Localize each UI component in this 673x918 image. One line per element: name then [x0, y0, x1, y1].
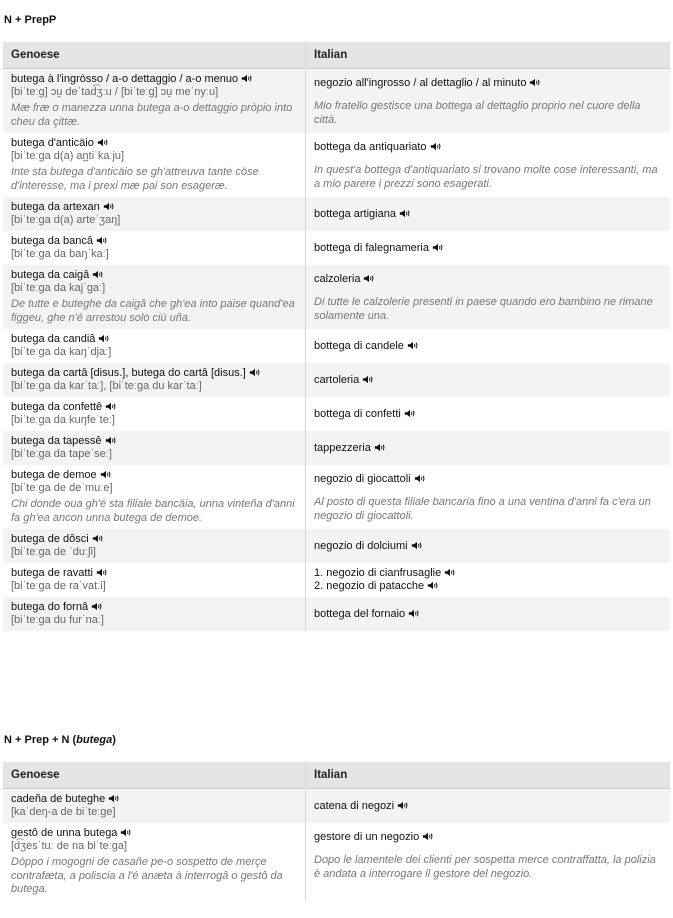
italian-cell [306, 563, 670, 597]
speaker-icon[interactable] [414, 474, 426, 483]
term-line [11, 827, 297, 840]
genoese-cell [3, 789, 306, 823]
genoese-cell [3, 397, 306, 431]
genoese-term: butega de demoe [11, 469, 97, 481]
genoese-term: butega de ravatti [11, 567, 93, 579]
genoese-cell [3, 563, 306, 597]
genoese-example: Inte sta butega d'anticäio se gh'attreuva tante cöse d'interesse, ma i prexi mæ pai son esageræ. [11, 166, 259, 192]
italian-translation: tappezzeria [314, 441, 371, 454]
ipa-transcription: [d͡ʒesˈtuː de na biˈteːga] [11, 840, 128, 852]
speaker-icon[interactable] [105, 436, 117, 445]
genoese-cell [3, 133, 306, 197]
genoese-example: Dòppo i mogogni de casañe pe-o sospetto de merçe contrafæta, a poliscia a l'é anæta à interrogâ o gestô da butega. [11, 856, 283, 895]
ipa-transcription: [biˈteːga da kaŋˈdjaː] [11, 346, 112, 358]
genoese-cell [3, 529, 306, 563]
term-line [11, 235, 297, 248]
table-row [3, 563, 670, 597]
speaker-icon[interactable] [91, 602, 103, 611]
ipa-transcription: [biˈteːga de raˈvatːi] [11, 580, 106, 592]
italian-cell [306, 431, 670, 465]
speaker-icon[interactable] [108, 794, 120, 803]
table-row [3, 597, 670, 631]
italian-translation-line [314, 374, 662, 387]
term-line [11, 73, 297, 86]
speaker-icon[interactable] [97, 138, 109, 147]
table-row [3, 823, 670, 901]
genoese-term: butega d'anticäio [11, 137, 94, 149]
table-row [3, 431, 670, 465]
italian-cell [306, 69, 670, 133]
italian-example: Di tutte le calzolerie presenti in paese quando ero bambino ne rimane solamente una. [314, 296, 653, 322]
genoese-cell [3, 363, 306, 397]
table-row [3, 329, 670, 363]
ipa-transcription: [biˈteːga da kajˈgaː] [11, 282, 106, 294]
genoese-cell [3, 197, 306, 231]
speaker-icon[interactable] [103, 202, 115, 211]
italian-translation: 1. negozio di cianfrusaglie [314, 567, 442, 579]
italian-cell [306, 265, 670, 329]
collocations-table-2 [3, 762, 670, 901]
italian-translation-line [314, 77, 662, 90]
table-row [3, 789, 670, 823]
term-line [11, 137, 297, 150]
genoese-term: gestô de unna butega [11, 827, 118, 839]
italian-translation: calzoleria [314, 273, 361, 285]
ipa-transcription: [biˈteːga da kuŋfeˈteː] [11, 414, 115, 426]
term-line [11, 401, 297, 414]
section-title-emphasis: butega [76, 734, 113, 746]
speaker-icon[interactable] [374, 443, 386, 452]
genoese-cell [3, 823, 306, 901]
header-genoese: Genoese [3, 42, 306, 68]
ipa-transcription: [biˈteːga de ˈduːʃi] [11, 546, 96, 558]
italian-translation: bottega di confetti [314, 407, 401, 420]
speaker-icon[interactable] [120, 828, 132, 837]
genoese-example: Mæ fræ o manezza unna butega a-o dettaggio pròpio into cheu da çittæ. [11, 102, 293, 128]
genoese-term: butega da cartâ [disus.], butega do cartâ [disus.] [11, 367, 246, 379]
speaker-icon[interactable] [408, 609, 420, 618]
header-genoese: Genoese [3, 762, 306, 788]
speaker-icon[interactable] [397, 801, 409, 810]
speaker-icon[interactable] [249, 368, 261, 377]
italian-translation-line [314, 473, 662, 486]
italian-cell [306, 597, 670, 631]
speaker-icon[interactable] [362, 375, 374, 384]
italian-example: In quest'a bottega d'antiquariato si trovano molte cose interessanti, ma a mio parere i prezzi sono esagerati. [314, 164, 658, 190]
term-line [11, 601, 297, 614]
speaker-icon[interactable] [98, 334, 110, 343]
speaker-icon[interactable] [411, 541, 423, 550]
italian-translation: negozio di dolciumi [314, 539, 408, 552]
term-line [11, 533, 297, 546]
speaker-icon[interactable] [444, 568, 456, 577]
italian-cell [306, 823, 670, 901]
italian-translation: bottega di falegnameria [314, 241, 429, 254]
table-row [3, 265, 670, 329]
term-line [11, 469, 297, 482]
genoese-term: butega à l'ingròsso / a-o dettaggio / a-o menuo [11, 73, 239, 85]
ipa-transcription: [biˈteːga de deˈmuːe] [11, 482, 113, 494]
term-line [11, 793, 297, 806]
term-line [11, 567, 297, 580]
ipa-transcription: [biˈteːga du furˈnaː] [11, 614, 104, 626]
genoese-term: butega de dôsci [11, 533, 89, 545]
italian-translation-line [314, 831, 662, 844]
italian-translation-line [314, 340, 662, 353]
section-title-2 [4, 734, 116, 746]
genoese-example: Chi donde oua gh'é sta filiale bancäia, unna vinteña d'anni fa gh'ea ancon unna butega de demoe. [11, 498, 295, 524]
section-title-text: N + Prep + N ( [4, 734, 77, 746]
speaker-icon[interactable] [96, 236, 108, 245]
italian-example: Dopo le lamentele dei clienti per sospetta merce contraffatta, la polizia è andata a interrogare il gestore del negozio. [314, 854, 656, 880]
italian-translation-line [314, 608, 662, 621]
table-row [3, 197, 670, 231]
speaker-icon[interactable] [404, 409, 416, 418]
ipa-transcription: [kaˈdeŋ-a de biˈteːge] [11, 806, 116, 818]
table-row [3, 133, 670, 197]
section-title-text: N + PrepP [4, 14, 57, 26]
collocations-table [3, 42, 670, 631]
table-row [3, 465, 670, 529]
genoese-term: butega da tapessê [11, 435, 102, 447]
speaker-icon[interactable] [407, 341, 419, 350]
genoese-example: De tutte e buteghe da caigâ che gh'ea into paise quand'ea figgeu, ghe n'é arrestou solo ciù uña. [11, 298, 295, 324]
ipa-transcription: [biˈteːga da karˈtaː], [biˈteːga du karˈtaː] [11, 380, 202, 392]
italian-cell [306, 529, 670, 563]
italian-translation: cartoleria [314, 373, 360, 386]
italian-translation: negozio di giocattoli [314, 473, 411, 485]
italian-translation: bottega del fornaio [314, 607, 406, 620]
speaker-icon[interactable] [432, 243, 444, 252]
speaker-icon[interactable] [363, 274, 375, 283]
term-line [11, 435, 297, 448]
header-italian: Italian [314, 769, 348, 781]
table-row [3, 397, 670, 431]
speaker-icon[interactable] [92, 270, 104, 279]
genoese-term: butega do fornâ [11, 601, 89, 613]
italian-cell [306, 789, 670, 823]
italian-translation: catena di negozi [314, 799, 395, 812]
italian-translation-line [314, 540, 662, 553]
section-title [4, 14, 56, 26]
italian-cell [306, 133, 670, 197]
genoese-term: cadeña de buteghe [11, 793, 106, 805]
italian-translation-line [314, 800, 662, 813]
italian-cell [306, 465, 670, 529]
italian-example: Mio fratello gestisce una bottega al dettaglio proprio nel cuore della città. [314, 100, 641, 126]
italian-translation-line [314, 242, 662, 255]
genoese-term: butega da bancâ [11, 235, 93, 247]
ipa-transcription: [biˈteːga da tapeˈseː] [11, 448, 112, 460]
ipa-transcription: [biˈteːg] ɔu̯ deˈtad͡ʒːu / [biˈteːg] ɔu̯ meˈnyːu] [11, 86, 219, 98]
term-line [11, 367, 297, 380]
italian-translation-line [314, 408, 662, 421]
speaker-icon[interactable] [430, 142, 442, 151]
table-header [3, 762, 670, 789]
genoese-cell [3, 431, 306, 465]
table-row [3, 231, 670, 265]
term-line [11, 269, 297, 282]
term-line [11, 201, 297, 214]
section-title-end: ) [112, 734, 116, 746]
table-row [3, 529, 670, 563]
speaker-icon[interactable] [105, 402, 117, 411]
italian-cell [306, 397, 670, 431]
genoese-term: butega da artexan [11, 201, 100, 213]
italian-cell [306, 231, 670, 265]
term-line [11, 333, 297, 346]
genoese-term: butega da confettê [11, 401, 103, 413]
speaker-icon[interactable] [399, 209, 411, 218]
speaker-icon[interactable] [96, 568, 108, 577]
table-row [3, 363, 670, 397]
genoese-cell [3, 231, 306, 265]
speaker-icon[interactable] [92, 534, 104, 543]
italian-cell [306, 197, 670, 231]
italian-translation: negozio all'ingrosso / al dettaglio / al minuto [314, 77, 527, 89]
italian-translation: bottega da antiquariato [314, 141, 427, 153]
table-header [3, 42, 670, 69]
speaker-icon[interactable] [529, 78, 541, 87]
speaker-icon[interactable] [241, 74, 253, 83]
italian-translation: bottega artigiana [314, 207, 396, 220]
italian-translation-line [314, 273, 662, 286]
genoese-term: butega da caigâ [11, 269, 90, 281]
genoese-cell [3, 329, 306, 363]
italian-translation: gestore di un negozio [314, 831, 420, 843]
italian-translation-line [314, 580, 662, 593]
genoese-cell [3, 465, 306, 529]
italian-translation-line [314, 442, 662, 455]
genoese-term: butega da candiâ [11, 333, 96, 345]
italian-cell [306, 329, 670, 363]
italian-translation-line [314, 141, 662, 154]
ipa-transcription: [biˈteːga d(a) an̪tiˈkaːju] [11, 150, 125, 162]
header-italian: Italian [314, 49, 348, 61]
italian-example: Al posto di questa filiale bancaria fino a una ventina d'anni fa c'era un negozio di giocattoli. [314, 496, 651, 522]
speaker-icon[interactable] [427, 581, 439, 590]
genoese-cell [3, 597, 306, 631]
ipa-transcription: [biˈteːga d(a) arteˈʒaŋ] [11, 214, 121, 226]
genoese-cell [3, 265, 306, 329]
genoese-cell [3, 69, 306, 133]
italian-cell [306, 363, 670, 397]
italian-translation: 2. negozio di patacche [314, 580, 425, 592]
speaker-icon[interactable] [100, 470, 112, 479]
speaker-icon[interactable] [422, 832, 434, 841]
italian-translation: bottega di candele [314, 339, 404, 352]
ipa-transcription: [biˈteːga da baŋˈkaː] [11, 248, 109, 260]
table-row [3, 69, 670, 133]
italian-translation-line [314, 208, 662, 221]
italian-translation-line [314, 567, 662, 580]
